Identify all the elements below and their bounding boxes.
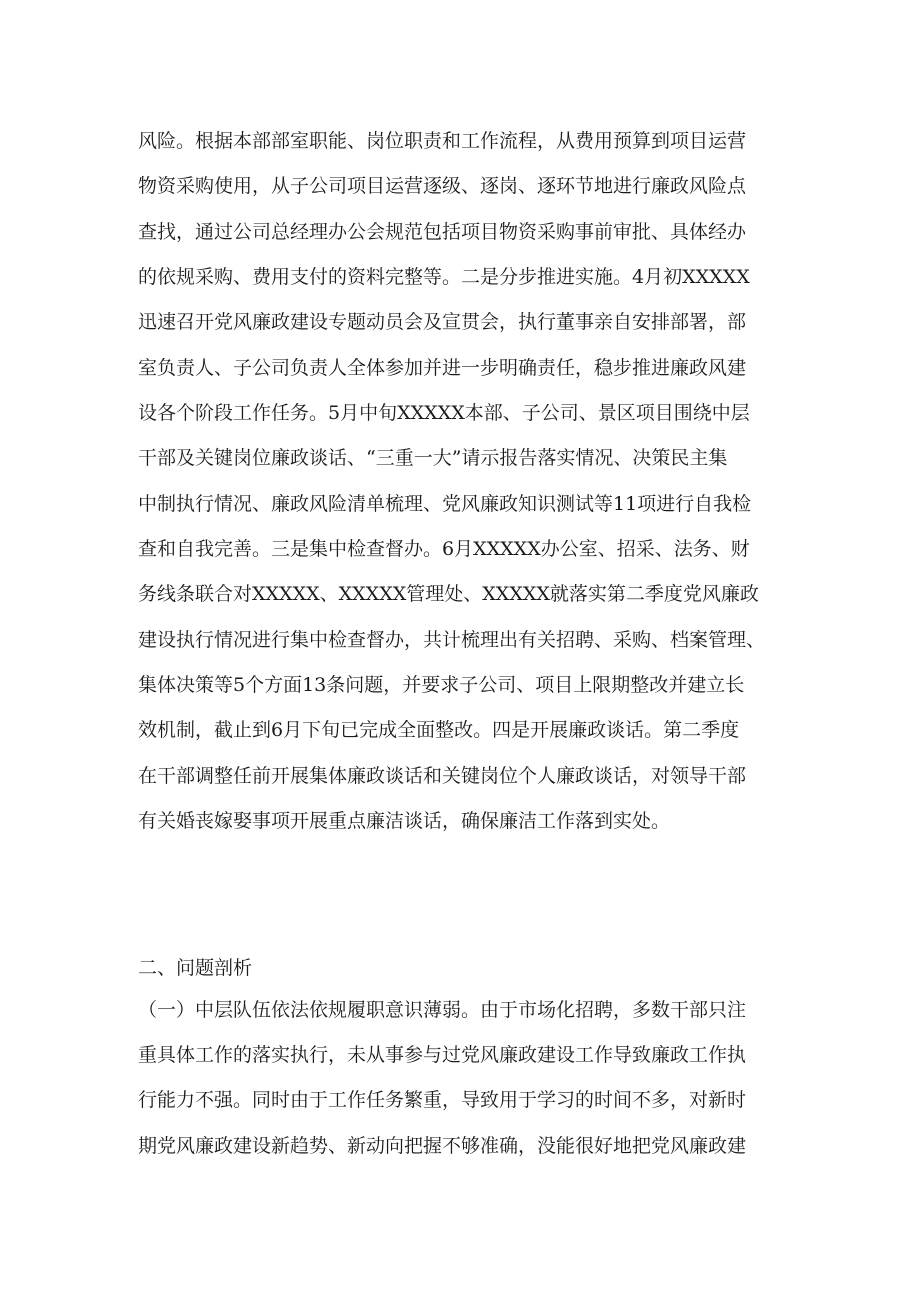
paragraph-1-line: 查找，通过公司总经理办公会规范包括项目物资采购事前审批、具体经办 xyxy=(138,221,747,243)
paragraph-1-line: 有关婚丧嫁娶事项开展重点廉洁谈话，确保廉洁工作落到实处。 xyxy=(138,810,671,832)
paragraph-2-line: 期党风廉政建设新趋势、新动向把握不够准确，没能很好地把党风廉政建 xyxy=(138,1135,747,1157)
paragraph-1-line: 风险。根据本部部室职能、岗位职责和工作流程，从费用预算到项目运营 xyxy=(138,130,747,152)
paragraph-1-line: 查和自我完善。三是集中检查督办。6月XXXXX办公室、招采、法务、财 xyxy=(138,538,750,560)
section-heading: 二、问题剖析 xyxy=(138,957,253,979)
paragraph-1-line: 物资采购使用，从子公司项目运营逐级、逐岗、逐环节地进行廉政风险点 xyxy=(138,175,747,197)
paragraph-1-line: 务线条联合对XXXXX、XXXXX管理处、XXXXX就落实第二季度党风廉政 xyxy=(138,583,759,605)
paragraph-2-line: 行能力不强。同时由于工作任务繁重，导致用于学习的时间不多，对新时 xyxy=(138,1089,747,1111)
paragraph-1-line: 干部及关键岗位廉政谈话、“三重一大”请示报告落实情况、决策民主集 xyxy=(138,447,728,469)
paragraph-2-line: 重具体工作的落实执行，未从事参与过党风廉政建设工作导致廉政工作执 xyxy=(138,1044,747,1066)
paragraph-1-line: 设各个阶段工作任务。5月中旬XXXXX本部、子公司、景区项目围绕中层 xyxy=(138,402,750,424)
paragraph-1-line: 迅速召开党风廉政建设专题动员会及宣贯会，执行董事亲自安排部署，部 xyxy=(138,311,747,333)
paragraph-2-line: （一）中层队伍依法依规履职意识薄弱。由于市场化招聘，多数干部只注 xyxy=(138,999,747,1021)
paragraph-1-line: 集体决策等5个方面13条问题，并要求子公司、项目上限期整改并建立长 xyxy=(138,674,745,696)
paragraph-1-line: 在干部调整任前开展集体廉政谈话和关键岗位个人廉政谈话，对领导干部 xyxy=(138,765,747,787)
paragraph-1-line: 效机制，截止到6月下旬已完成全面整改。四是开展廉政谈话。第二季度 xyxy=(138,719,740,741)
paragraph-1-line: 建设执行情况进行集中检查督办，共计梳理出有关招聘、采购、档案管理、 xyxy=(138,629,766,651)
paragraph-1-line: 中制执行情况、廉政风险清单梳理、党风廉政知识测试等11项进行自我检 xyxy=(138,493,752,515)
paragraph-1-line: 的依规采购、费用支付的资料完整等。二是分步推进实施。4月初XXXXX xyxy=(138,266,750,288)
paragraph-1-line: 室负责人、子公司负责人全体参加并进一步明确责任，稳步推进廉政风建 xyxy=(138,357,747,379)
